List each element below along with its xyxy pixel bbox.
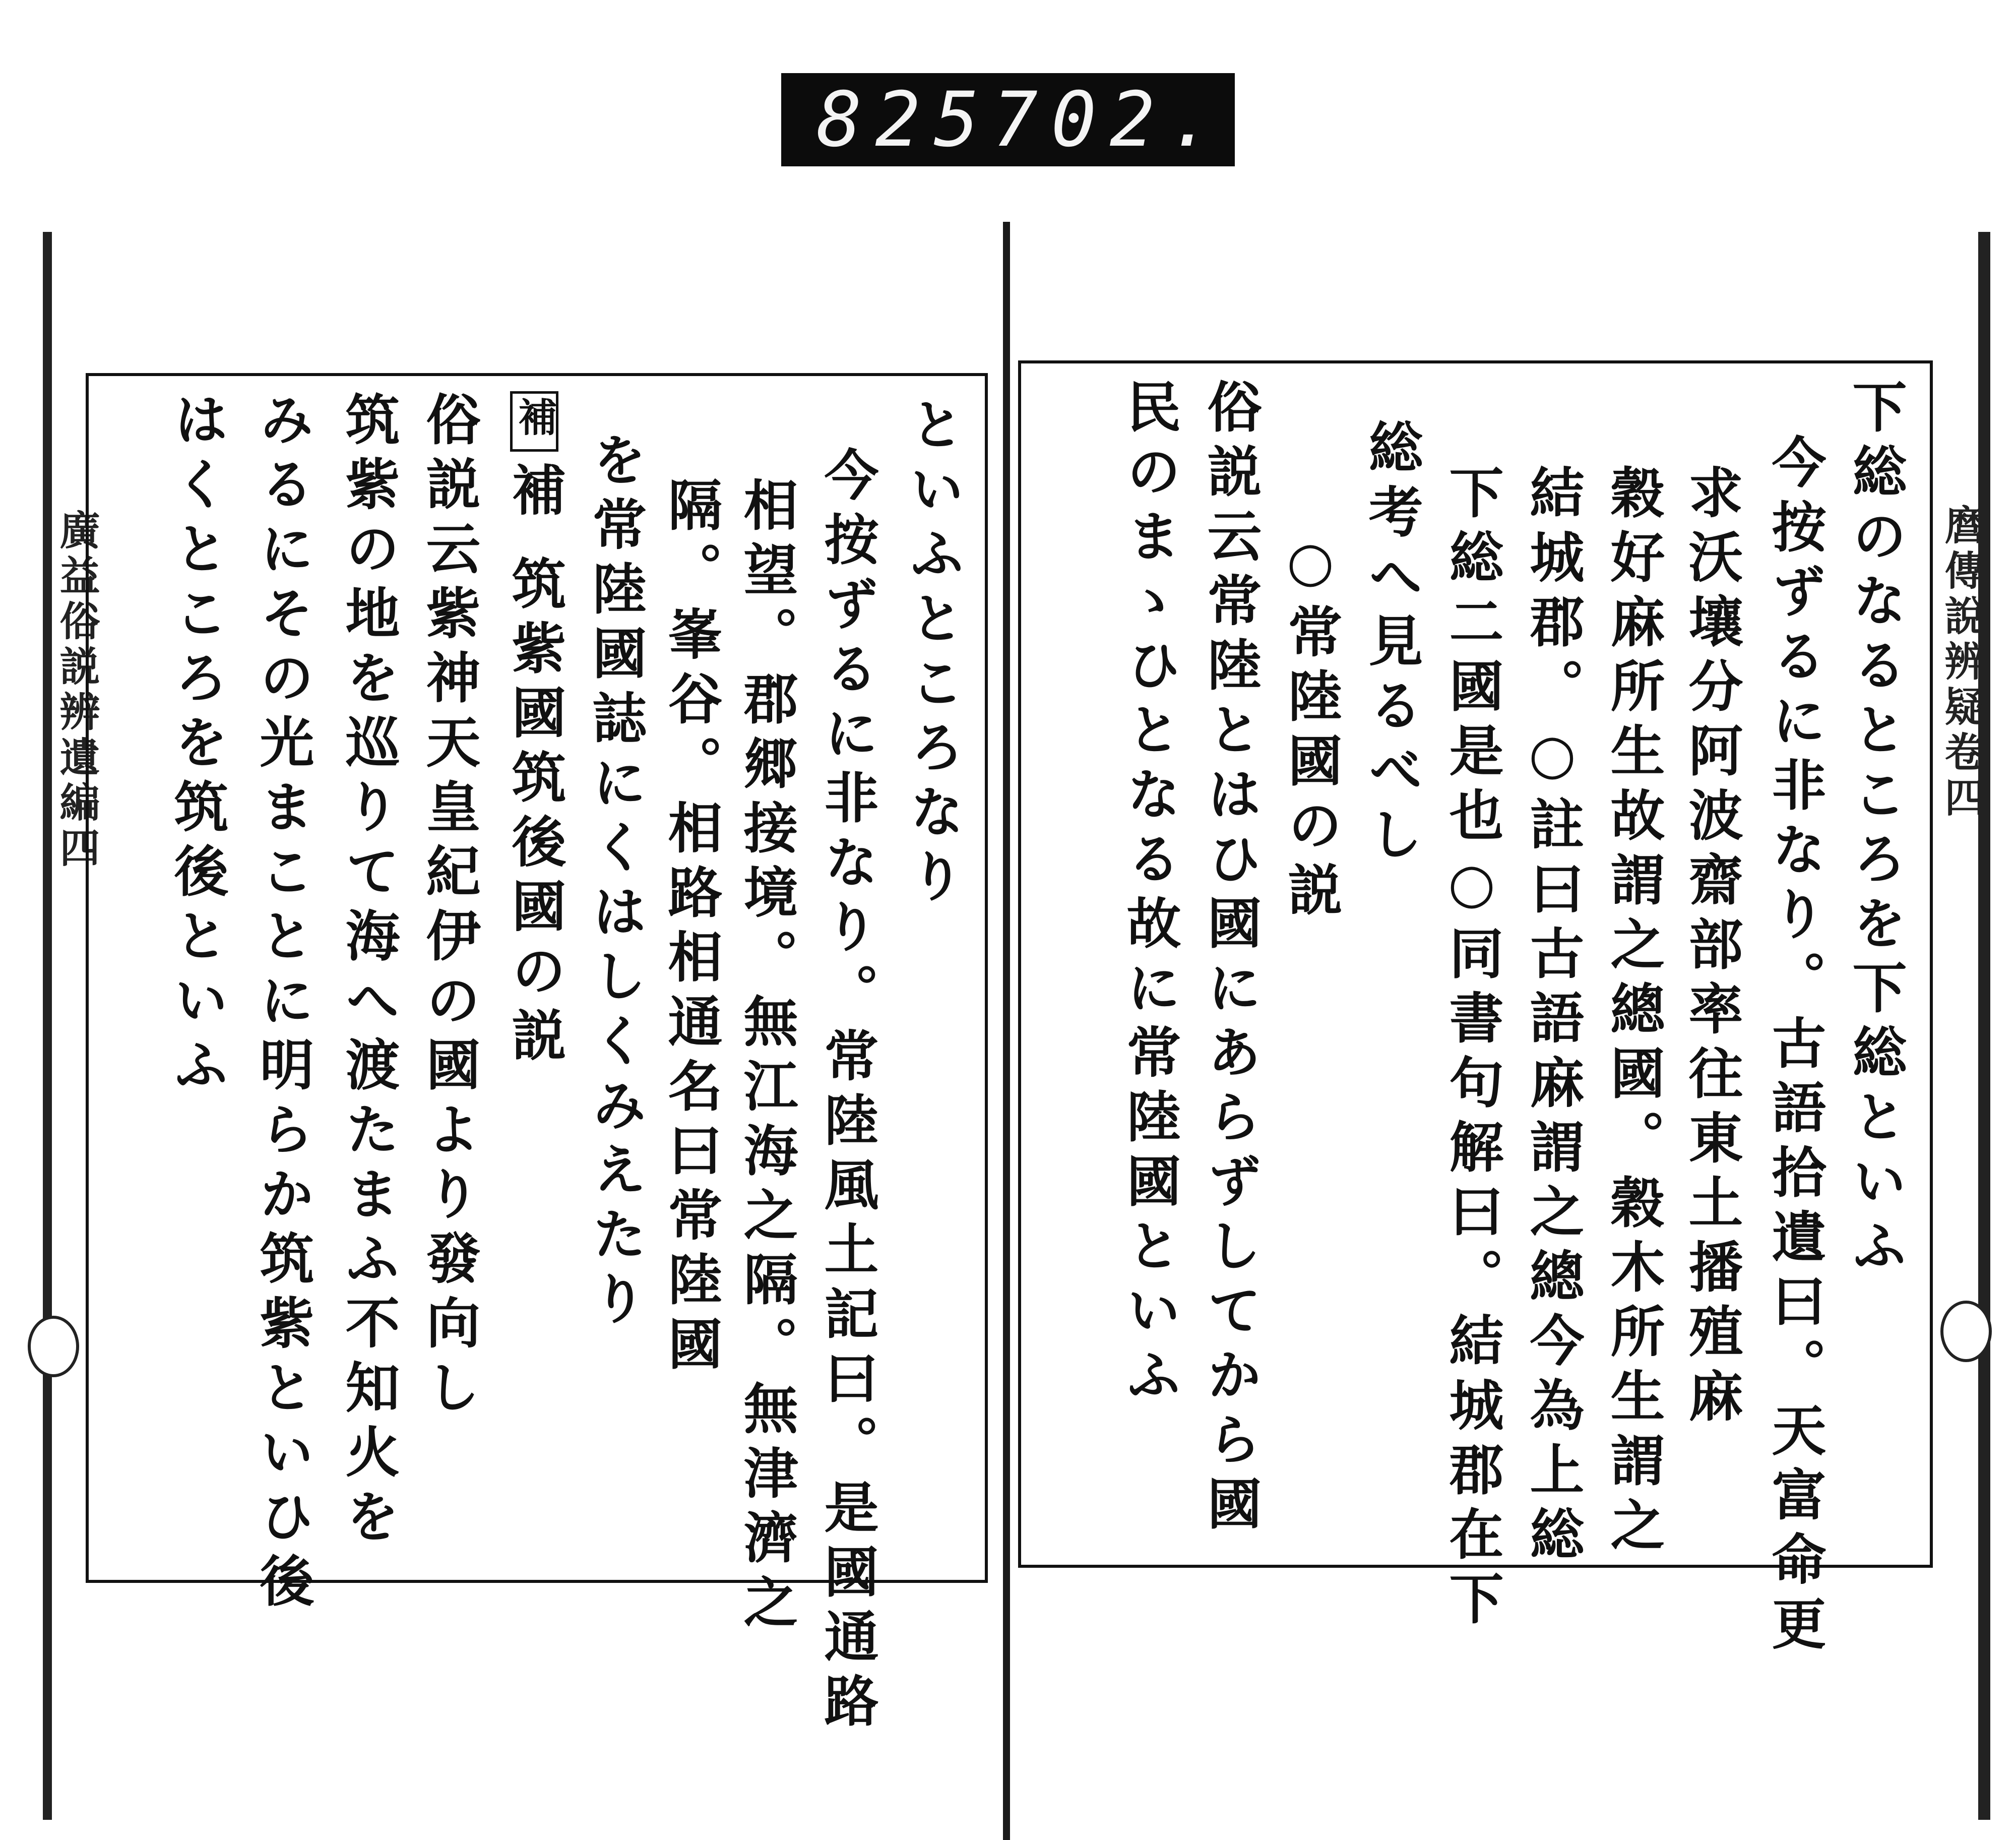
right-col-1: 下総のなるところを下総といふ xyxy=(1843,379,1907,1282)
right-col-8: ○常陸國の説 xyxy=(1279,530,1342,926)
left-col-5: を常陸國誌にくはしくみえたり xyxy=(583,432,647,1335)
left-col-7: 俗説云紫神天皇紀伊の國より發向し xyxy=(417,391,480,1424)
right-text-frame xyxy=(1018,360,1933,1660)
right-col-10: 民のまゝひとなる故に常陸國といふ xyxy=(1117,379,1181,1411)
left-col-2: 今按ずるに非なり。常陸風土記曰。是國通路 xyxy=(815,447,878,1737)
binding-hole-right xyxy=(1940,1301,1992,1362)
right-margin-title: 麿傳說辨疑卷四 xyxy=(1938,504,1985,822)
right-col-3: 求沃壤分阿波齋部率往東土播殖麻 xyxy=(1679,464,1743,1432)
right-col-7: 総考へ見るべし xyxy=(1359,419,1423,871)
book-gutter xyxy=(1003,222,1010,1840)
right-col-5: 結城郡。○註曰古語麻謂之總今為上総 xyxy=(1521,464,1584,1570)
right-col-6: 下総二國是也○同書句解曰。結城郡在下 xyxy=(1440,464,1503,1635)
supplement-tag: 補 xyxy=(510,391,558,452)
call-number-label xyxy=(781,73,1235,166)
left-col-4: 隔。峯谷。相路相通名曰常陸國 xyxy=(659,477,722,1380)
right-col-2: 今按ずるに非なり。古語拾遺曰。天富命更 xyxy=(1762,434,1826,1660)
open-book xyxy=(0,222,2016,1840)
right-col-4: 穀好麻所生故謂之總國。穀木所生謂之 xyxy=(1601,464,1665,1561)
left-text-frame xyxy=(86,373,988,1737)
left-col-6 xyxy=(507,391,561,452)
left-col-9: みるにその光まことに明らか筑紫といひ後 xyxy=(250,391,314,1617)
left-col-3: 相望。郡郷接境。無江海之隔。無津濟之 xyxy=(734,477,798,1638)
binding-hole-left xyxy=(28,1316,79,1377)
left-col-6-text: 補 筑紫國筑後國の説 xyxy=(502,462,566,1072)
call-number-left: 825 xyxy=(816,76,992,164)
call-number-right: 702. xyxy=(992,76,1227,164)
left-col-8: 筑紫の地を巡りて海へ渡たまふ不知火を xyxy=(336,391,400,1553)
left-margin-title: 廣益俗説辨遺編四 xyxy=(53,509,100,872)
left-col-10: はくところを筑後といふ xyxy=(165,391,228,1101)
right-col-9: 俗説云常陸とはひ國にあらずしてから國 xyxy=(1198,379,1262,1540)
left-col-1: といふところなり xyxy=(901,396,964,912)
